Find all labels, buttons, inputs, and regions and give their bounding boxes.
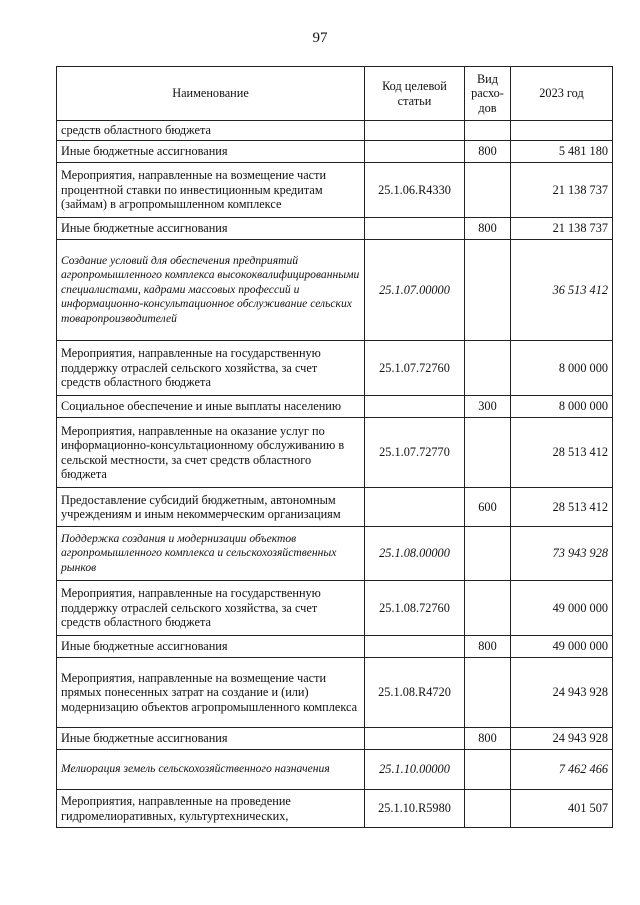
- header-expense-type: [465, 67, 511, 121]
- row-type-cell: [465, 658, 511, 728]
- table-row: [57, 341, 613, 396]
- header-code: [365, 67, 465, 121]
- table-row: [57, 636, 613, 658]
- row-amount-cell: 8 000 000: [511, 396, 613, 418]
- table-header-row: [57, 67, 613, 121]
- row-amount-cell: 36 513 412: [511, 240, 613, 341]
- row-code-cell: 25.1.08.00000: [365, 527, 465, 581]
- row-name-cell: Мероприятия, направленные на государственную поддержку отраслей сельского хозяйства, за счет средств областного бюджета: [57, 581, 365, 636]
- row-name-cell: Поддержка создания и модернизации объектов агропромышленного комплекса и сельскохозяйственных рынков: [57, 527, 365, 581]
- row-code-cell: [365, 218, 465, 240]
- row-code-cell: [365, 121, 465, 141]
- row-type-cell: [465, 341, 511, 396]
- row-name-cell: Мероприятия, направленные на возмещение части прямых понесенных затрат на создание и (или) модернизацию объектов агропромышленного комплекса: [57, 658, 365, 728]
- table-row: [57, 141, 613, 163]
- row-name-cell: Иные бюджетные ассигнования: [57, 141, 365, 163]
- row-name-cell: Предоставление субсидий бюджетным, автономным учреждениям и иным некоммерческим организациям: [57, 488, 365, 527]
- row-amount-cell: 5 481 180: [511, 141, 613, 163]
- row-type-cell: [465, 121, 511, 141]
- row-amount-cell: 8 000 000: [511, 341, 613, 396]
- row-name-cell: Мероприятия, направленные на проведение гидромелиоративных, культуртехнических,: [57, 790, 365, 828]
- row-amount-cell: 28 513 412: [511, 418, 613, 488]
- row-type-cell: [465, 750, 511, 790]
- table-row: [57, 121, 613, 141]
- row-name-cell: Иные бюджетные ассигнования: [57, 218, 365, 240]
- header-name: Наименование: [57, 67, 365, 121]
- row-type-cell: 800: [465, 218, 511, 240]
- table-row: [57, 581, 613, 636]
- row-code-cell: 25.1.06.R4330: [365, 163, 465, 218]
- table-row: [57, 396, 613, 418]
- header-type-line: Вид: [476, 71, 499, 86]
- row-code-cell: [365, 396, 465, 418]
- row-type-cell: [465, 581, 511, 636]
- row-code-cell: 25.1.07.72760: [365, 341, 465, 396]
- table-row: [57, 163, 613, 218]
- row-amount-cell: 24 943 928: [511, 658, 613, 728]
- table-row: [57, 527, 613, 581]
- row-type-cell: [465, 527, 511, 581]
- row-code-cell: [365, 488, 465, 527]
- row-type-cell: [465, 163, 511, 218]
- row-name-cell: Мелиорация земель сельскохозяйственного назначения: [57, 750, 365, 790]
- row-name-cell: Мероприятия, направленные на государственную поддержку отраслей сельского хозяйства, за счет средств областного бюджета: [57, 341, 365, 396]
- row-code-cell: 25.1.10.R5980: [365, 790, 465, 828]
- page-number: 97: [312, 30, 328, 46]
- header-year: 2023 год: [511, 67, 613, 121]
- row-amount-cell: 21 138 737: [511, 163, 613, 218]
- header-code-line: статьи: [397, 93, 432, 108]
- row-type-cell: 800: [465, 728, 511, 750]
- budget-table: [56, 66, 613, 828]
- table-row: [57, 418, 613, 488]
- row-type-cell: 800: [465, 141, 511, 163]
- row-amount-cell: 7 462 466: [511, 750, 613, 790]
- row-amount-cell: 49 000 000: [511, 636, 613, 658]
- row-code-cell: 25.1.08.72760: [365, 581, 465, 636]
- row-type-cell: 800: [465, 636, 511, 658]
- row-name-cell: Иные бюджетные ассигнования: [57, 728, 365, 750]
- row-code-cell: 25.1.10.00000: [365, 750, 465, 790]
- row-code-cell: [365, 636, 465, 658]
- row-name-cell: Мероприятия, направленные на возмещение части процентной ставки по инвестиционным кредитам (займам) в агропромышленном комплексе: [57, 163, 365, 218]
- table-body: [57, 121, 613, 828]
- row-name-cell: Иные бюджетные ассигнования: [57, 636, 365, 658]
- row-code-cell: 25.1.08.R4720: [365, 658, 465, 728]
- table-row: [57, 728, 613, 750]
- header-type-line: дов: [478, 100, 497, 115]
- row-amount-cell: 73 943 928: [511, 527, 613, 581]
- row-name-cell: средств областного бюджета: [57, 121, 365, 141]
- row-code-cell: [365, 728, 465, 750]
- row-amount-cell: 21 138 737: [511, 218, 613, 240]
- row-type-cell: 300: [465, 396, 511, 418]
- row-amount-cell: 401 507: [511, 790, 613, 828]
- table-row: [57, 240, 613, 341]
- row-name-cell: Мероприятия, направленные на оказание услуг по информационно-консультационному обслуживанию в сельской местности, за счет средств областного бюджета: [57, 418, 365, 488]
- table-row: [57, 658, 613, 728]
- table-row: [57, 488, 613, 527]
- header-type-line: расхо-: [471, 86, 504, 101]
- row-name-cell: Социальное обеспечение и иные выплаты населению: [57, 396, 365, 418]
- row-type-cell: [465, 240, 511, 341]
- row-amount-cell: 24 943 928: [511, 728, 613, 750]
- row-amount-cell: 49 000 000: [511, 581, 613, 636]
- row-code-cell: [365, 141, 465, 163]
- row-amount-cell: 28 513 412: [511, 488, 613, 527]
- table-row: [57, 750, 613, 790]
- row-type-cell: [465, 418, 511, 488]
- row-code-cell: 25.1.07.00000: [365, 240, 465, 341]
- table-row: [57, 218, 613, 240]
- row-type-cell: 600: [465, 488, 511, 527]
- row-code-cell: 25.1.07.72770: [365, 418, 465, 488]
- row-amount-cell: [511, 121, 613, 141]
- table-row: [57, 790, 613, 828]
- row-type-cell: [465, 790, 511, 828]
- header-code-line: Код целевой: [382, 79, 447, 93]
- row-name-cell: Создание условий для обеспечения предприятий агропромышленного комплекса высококвалифицированными специалистами, кадрами массовых профессий и информационно-консультационное обслуживание сельских товаропроизводителей: [57, 240, 365, 341]
